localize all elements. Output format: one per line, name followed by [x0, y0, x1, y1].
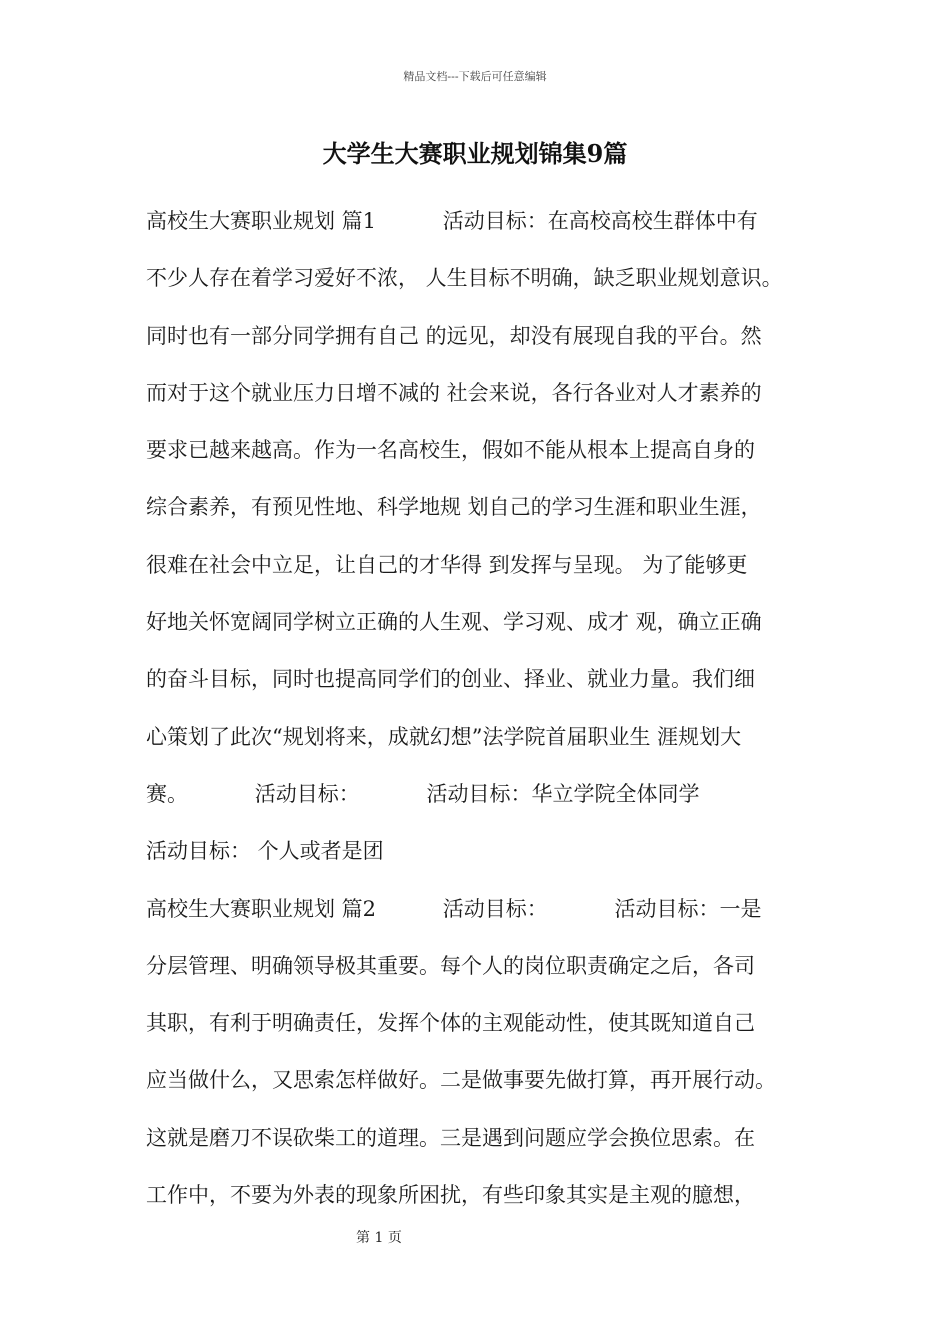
text-line-7: 很难在社会中立足，让自己的才华得 到发挥与呈现。 为了能够更 — [146, 552, 748, 577]
text-line-11: 赛。 活动目标： 活动目标：华立学院全体同学 — [146, 781, 700, 806]
text-line-16: 应当做什么，又思索怎样做好。二是做事要先做打算，再开展行动。 — [146, 1068, 776, 1093]
text-line-14: 分层管理、明确领导极其重要。每个人的岗位职责确定之后，各司 — [146, 953, 755, 978]
text-line-2: 不少人存在着学习爱好不浓， 人生目标不明确，缺乏职业规划意识。 — [146, 266, 783, 291]
page-footer — [356, 1227, 402, 1247]
header-note: 精品文档---下载后可任意编辑 — [403, 70, 547, 83]
footer-prefix: 第 — [356, 1230, 370, 1246]
text-line-17: 这就是磨刀不误砍柴工的道理。三是遇到问题应学会换位思索。在 — [146, 1125, 755, 1150]
text-line-18: 工作中，不要为外表的现象所困扰，有些印象其实是主观的臆想， — [146, 1183, 755, 1208]
text-line-1: 高校生大赛职业规划 篇1 活动目标：在高校高校生群体中有 — [146, 209, 758, 233]
text-line-8: 好地关怀宽阔同学树立正确的人生观、学习观、成才 观，确立正确 — [146, 610, 762, 635]
text-line-6: 综合素养，有预见性地、科学地规 划自己的学习生涯和职业生涯， — [146, 495, 762, 520]
text-line-10: 心策划了此次“规划将来，成就幻想”法学院首届职业生 涯规划大 — [146, 724, 742, 749]
page-number: 1 — [374, 1230, 384, 1246]
body-text — [146, 197, 816, 1228]
text-line-15: 其职，有利于明确责任，发挥个体的主观能动性，使其既知道自己 — [146, 1011, 755, 1036]
footer-suffix: 页 — [387, 1230, 402, 1246]
text-line-4: 而对于这个就业压力日增不减的 社会来说，各行各业对人才素养的 — [146, 380, 762, 405]
document-title: 大学生大赛职业规划锦集9篇 — [322, 139, 628, 168]
text-line-9: 的奋斗目标，同时也提高同学们的创业、择业、就业力量。我们细 — [146, 667, 755, 692]
text-line-13: 高校生大赛职业规划 篇2 活动目标： 活动目标：一是 — [146, 896, 762, 921]
text-line-3: 同时也有一部分同学拥有自己 的远见，却没有展现自我的平台。然 — [146, 323, 762, 348]
text-line-5: 要求已越来越高。作为一名高校生，假如不能从根本上提高自身的 — [146, 438, 755, 463]
text-line-12: 活动目标： 个人或者是团 — [146, 839, 384, 864]
